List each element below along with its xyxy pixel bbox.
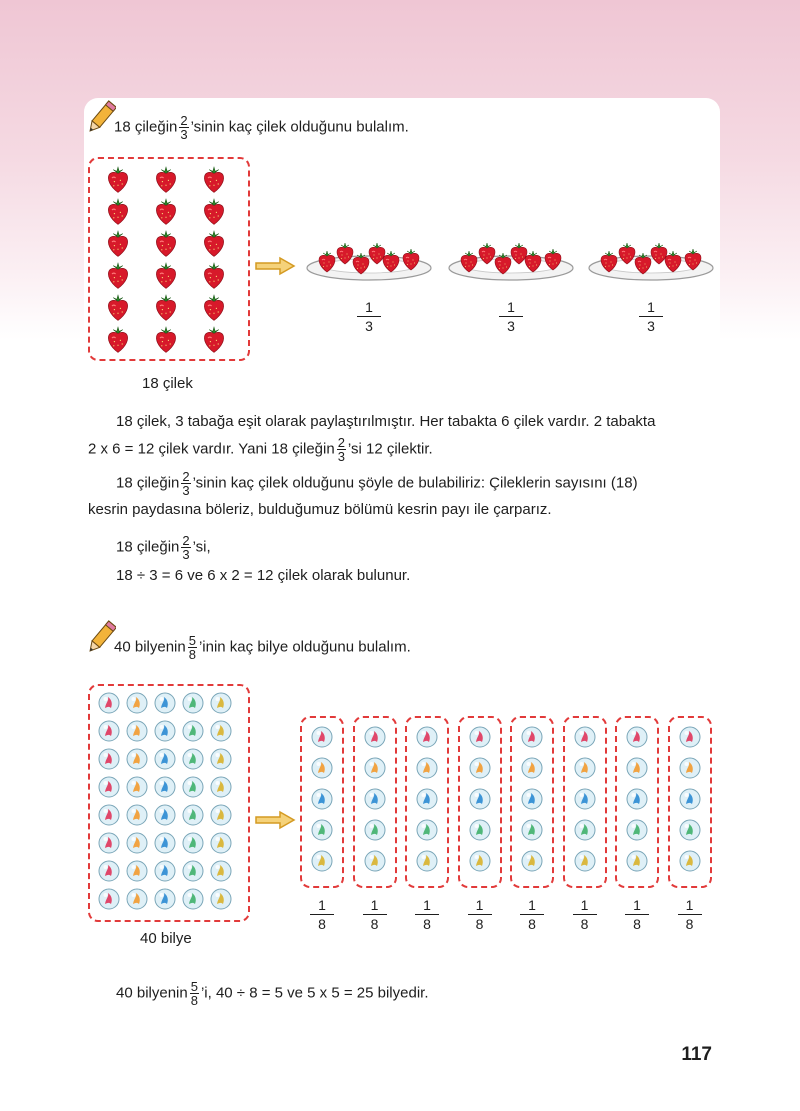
strawberry-icon (106, 198, 130, 226)
column-fraction (678, 898, 702, 931)
marble-icon (679, 726, 701, 748)
fraction-denominator: 3 (365, 318, 373, 334)
pencil-icon (86, 100, 116, 136)
marble-icon (126, 692, 148, 714)
column-fraction (625, 898, 649, 931)
marble-icon (469, 850, 491, 872)
fraction-numerator: 2 (182, 469, 190, 484)
fraction-denominator: 3 (182, 483, 190, 498)
marble-icon (210, 720, 232, 742)
strawberry-icon (599, 250, 619, 273)
marble-icon (416, 757, 438, 779)
marble-icon (98, 888, 120, 910)
strawberry-icon (154, 230, 178, 258)
paragraph-line: 18 çilek, 3 tabağa eşit olarak paylaştırılmıştır. Her tabakta 6 çilek vardır. 2 tabakta (116, 413, 656, 430)
marble-icon (98, 692, 120, 714)
marble-icon (126, 804, 148, 826)
fraction-numerator: 2 (337, 435, 345, 450)
marble-icon (210, 888, 232, 910)
strawberry-icon (381, 250, 401, 273)
strawberry-icon (154, 294, 178, 322)
fraction-numerator: 1 (580, 897, 589, 913)
fraction-numerator: 1 (370, 897, 379, 913)
marble-icon (521, 726, 543, 748)
marble-icon (626, 819, 648, 841)
marble-icon (364, 819, 386, 841)
marble-icon (210, 832, 232, 854)
heading-text: ’inin kaç bilye olduğunu bulalım. (198, 638, 411, 656)
paragraph-line: 18 ÷ 3 = 6 ve 6 x 2 = 12 çilek olarak bulunur. (116, 567, 411, 584)
marble-icon (154, 804, 176, 826)
paragraph-text: ’i, 40 ÷ 8 = 5 ve 5 x 5 = 25 bilyedir. (200, 984, 429, 1002)
marble-group-label: 40 bilye (140, 930, 192, 947)
marble-icon (679, 788, 701, 810)
marble-icon (98, 720, 120, 742)
marble-icon (574, 819, 596, 841)
marble-icon (311, 726, 333, 748)
marble-icon (679, 819, 701, 841)
section2-heading (114, 634, 411, 661)
marble-icon (574, 726, 596, 748)
strawberry-icon (663, 250, 683, 273)
column-fraction (573, 898, 597, 931)
marble-icon (311, 788, 333, 810)
fraction-two-thirds (181, 534, 190, 561)
marble-icon (416, 726, 438, 748)
fraction-five-eighths (190, 980, 199, 1007)
fraction-numerator: 1 (475, 897, 484, 913)
marble-icon (574, 850, 596, 872)
strawberry-icon (202, 262, 226, 290)
marble-icon (574, 788, 596, 810)
fraction-numerator: 5 (188, 633, 196, 648)
marble-icon (182, 692, 204, 714)
marble-icon (311, 850, 333, 872)
strawberry-icon (683, 248, 703, 271)
fraction-numerator: 2 (182, 533, 190, 548)
marble-icon (469, 819, 491, 841)
paragraph-text: 18 çileğin (116, 538, 180, 556)
marble-icon (521, 788, 543, 810)
marble-icon (679, 850, 701, 872)
heading-text: ’sinin kaç çilek olduğunu bulalım. (190, 118, 409, 136)
column-fraction (363, 898, 387, 931)
strawberry-icon (202, 230, 226, 258)
marble-icon (416, 819, 438, 841)
strawberry-icon (154, 326, 178, 354)
strawberry-icon (317, 250, 337, 273)
marble-icon (364, 850, 386, 872)
fraction-denominator: 8 (370, 916, 379, 932)
strawberry-group-label: 18 çilek (142, 375, 193, 392)
fraction-denominator: 8 (188, 647, 196, 662)
marble-icon (364, 757, 386, 779)
marble-icon (126, 860, 148, 882)
fraction-two-thirds (181, 470, 190, 497)
column-fraction (415, 898, 439, 931)
marble-icon (98, 776, 120, 798)
marble-icon (574, 757, 596, 779)
marble-icon (469, 788, 491, 810)
marble-icon (126, 776, 148, 798)
strawberry-icon (106, 262, 130, 290)
fraction-denominator: 3 (337, 449, 345, 464)
fraction-numerator: 1 (685, 897, 694, 913)
fraction-denominator: 3 (180, 127, 188, 142)
fraction-numerator: 1 (365, 299, 373, 315)
marble-icon (182, 720, 204, 742)
marble-icon (154, 832, 176, 854)
strawberry-icon (154, 262, 178, 290)
marble-icon (154, 860, 176, 882)
column-fraction (520, 898, 544, 931)
marble-icon (416, 788, 438, 810)
fraction-denominator: 3 (647, 318, 655, 334)
marble-icon (626, 757, 648, 779)
marble-icon (210, 748, 232, 770)
marble-icon (364, 726, 386, 748)
marble-icon (364, 788, 386, 810)
fraction-denominator: 8 (475, 916, 484, 932)
strawberry-icon (459, 250, 479, 273)
strawberry-icon (523, 250, 543, 273)
fraction-numerator: 1 (528, 897, 536, 913)
paragraph-text: 18 çileğin (116, 474, 180, 492)
strawberry-icon (154, 198, 178, 226)
marble-icon (182, 748, 204, 770)
strawberry-icon (202, 326, 226, 354)
marble-icon (126, 720, 148, 742)
paragraph-text: 2 x 6 = 12 çilek vardır. Yani 18 çileğin (88, 440, 335, 458)
fraction-numerator: 1 (423, 897, 431, 913)
fraction-two-thirds (179, 114, 188, 141)
paragraph-text: ’si, (192, 538, 211, 556)
paragraph-line (116, 470, 638, 497)
marble-icon (210, 692, 232, 714)
fraction-denominator: 8 (685, 916, 694, 932)
marble-icon (469, 757, 491, 779)
fraction-denominator: 8 (633, 916, 641, 932)
marble-icon (521, 819, 543, 841)
marble-icon (416, 850, 438, 872)
section1-heading (114, 114, 409, 141)
paragraph-text: ’si 12 çilektir. (347, 440, 433, 458)
paragraph-text: 40 bilyenin (116, 984, 188, 1002)
marble-icon (154, 692, 176, 714)
strawberry-icon (106, 166, 130, 194)
heading-text: 18 çileğin (114, 118, 178, 136)
marble-icon (210, 860, 232, 882)
heading-text: 40 bilyenin (114, 638, 186, 656)
marble-icon (126, 748, 148, 770)
marble-icon (311, 819, 333, 841)
fraction-numerator: 2 (180, 113, 188, 128)
marble-icon (98, 832, 120, 854)
marble-icon (626, 726, 648, 748)
paragraph-line (116, 980, 429, 1007)
strawberry-icon (106, 230, 130, 258)
column-fraction (310, 898, 334, 931)
marble-icon (182, 804, 204, 826)
marble-icon (626, 788, 648, 810)
fraction-denominator: 3 (507, 318, 515, 334)
fraction-five-eighths (188, 634, 197, 661)
strawberry-icon (154, 166, 178, 194)
marble-icon (626, 850, 648, 872)
paragraph-line (88, 436, 433, 463)
strawberry-icon (401, 248, 421, 271)
plate-fraction (639, 300, 663, 333)
marble-icon (210, 776, 232, 798)
marble-icon (679, 757, 701, 779)
strawberry-icon (202, 294, 226, 322)
marble-icon (469, 726, 491, 748)
page-number: 117 (681, 1044, 712, 1065)
marble-icon (126, 888, 148, 910)
marble-icon (182, 776, 204, 798)
marble-icon (98, 804, 120, 826)
arrow-right-icon (254, 810, 296, 830)
marble-icon (154, 748, 176, 770)
strawberry-icon (202, 198, 226, 226)
paragraph-line: kesrin paydasına böleriz, bulduğumuz bölümü kesrin payı ile çarparız. (88, 501, 552, 518)
fraction-denominator: 8 (318, 916, 326, 932)
fraction-numerator: 5 (190, 979, 198, 994)
marble-icon (182, 832, 204, 854)
fraction-denominator: 8 (580, 916, 589, 932)
fraction-denominator: 8 (528, 916, 536, 932)
column-fraction (468, 898, 492, 931)
strawberry-icon (543, 248, 563, 271)
plate-fraction (499, 300, 523, 333)
marble-icon (210, 804, 232, 826)
fraction-denominator: 8 (423, 916, 431, 932)
marble-icon (521, 850, 543, 872)
marble-icon (98, 748, 120, 770)
marble-icon (98, 860, 120, 882)
paragraph-text: ’sinin kaç çilek olduğunu şöyle de bulabiliriz: Çileklerin sayısını (18) (192, 474, 638, 492)
strawberry-icon (202, 166, 226, 194)
marble-icon (126, 832, 148, 854)
marble-icon (154, 888, 176, 910)
marble-icon (154, 776, 176, 798)
strawberry-icon (106, 294, 130, 322)
marble-icon (182, 860, 204, 882)
fraction-two-thirds (337, 436, 346, 463)
marble-icon (521, 757, 543, 779)
arrow-right-icon (254, 256, 296, 276)
fraction-numerator: 1 (318, 897, 326, 913)
strawberry-icon (106, 326, 130, 354)
fraction-numerator: 1 (507, 299, 515, 315)
fraction-denominator: 8 (190, 993, 198, 1008)
pencil-icon (86, 620, 116, 656)
fraction-numerator: 1 (647, 299, 655, 315)
fraction-numerator: 1 (633, 897, 641, 913)
marble-icon (182, 888, 204, 910)
paragraph-line (116, 534, 211, 561)
marble-icon (154, 720, 176, 742)
plate-fraction (357, 300, 381, 333)
fraction-denominator: 3 (182, 547, 190, 562)
marble-icon (311, 757, 333, 779)
